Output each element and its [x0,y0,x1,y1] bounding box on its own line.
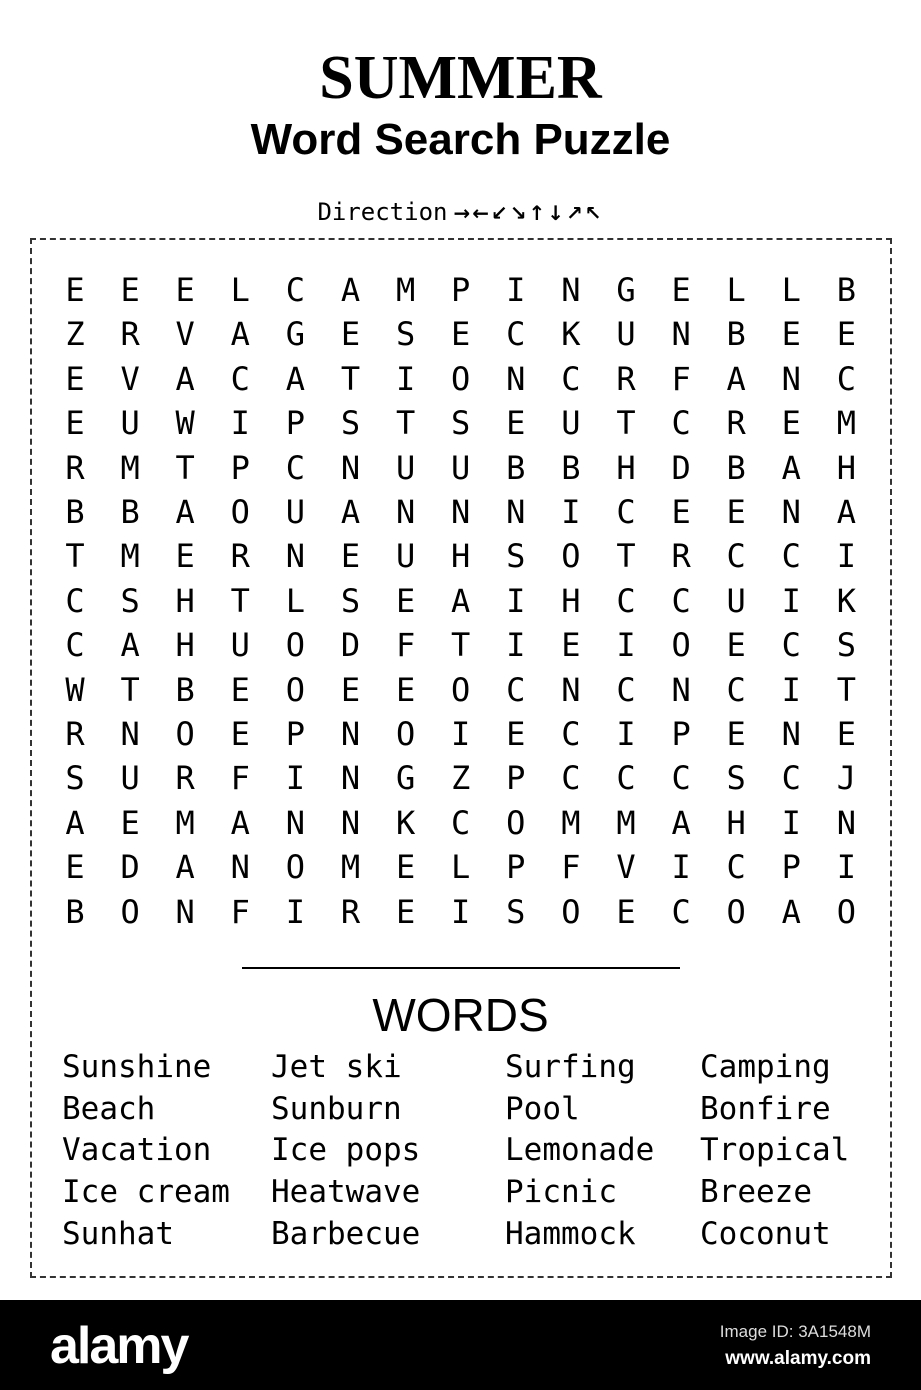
grid-letter: I [836,848,857,887]
grid-letter: B [65,892,85,931]
grid-letter: R [65,448,85,487]
grid-letter: E [561,626,581,665]
grid-letter: J [836,759,857,798]
grid-letter: S [506,892,526,931]
grid-letter: R [671,537,691,576]
grid-letter: P [285,715,306,753]
grid-letter: O [726,892,746,931]
grid-letter: I [451,892,471,931]
grid-letter: I [506,626,526,665]
grid-letter: C [506,315,526,354]
grid-letter: L [781,271,801,309]
grid-letter: E [726,626,746,665]
word-item: Beach [62,1090,156,1127]
grid-letter: E [671,493,691,531]
grid-letter: E [506,715,526,753]
grid-letter: C [781,759,801,798]
grid-letter: E [120,803,140,842]
grid-letter: L [726,271,746,309]
grid-letter: N [561,271,581,309]
grid-letter: P [285,404,306,443]
grid-letter: R [175,759,195,798]
word-item: Sunburn [271,1090,402,1127]
grid-letter: P [451,271,471,309]
grid-letter: T [836,670,857,709]
grid-letter: O [836,892,857,931]
grid-letter: D [120,848,140,887]
word-item: Tropical [700,1132,850,1169]
grid-letter: E [395,892,416,931]
grid-letter: I [451,715,471,753]
image-id: Image ID: 3A1548M [719,1322,871,1341]
grid-letter: A [230,803,250,842]
grid-letter: F [671,359,691,398]
grid-letter: C [671,404,691,443]
grid-letter: H [451,537,471,576]
grid-letter: C [781,537,801,576]
grid-letter: G [285,315,306,354]
grid-letter: C [65,626,85,665]
puzzle-title: SUMMER [319,44,602,112]
grid-letter: C [561,715,581,753]
grid-letter: I [561,493,581,531]
grid-letter: F [561,848,581,887]
grid-letter: B [836,271,857,309]
grid-letter: E [726,493,746,531]
grid-letter: N [781,715,801,753]
grid-letter: I [616,715,636,753]
grid-letter: C [836,359,857,398]
grid-letter: E [781,404,801,443]
grid-letter: E [726,715,746,753]
grid-letter: E [506,404,526,443]
grid-letter: E [120,271,140,309]
word-item: Hammock [505,1215,636,1252]
grid-letter: C [561,359,581,398]
grid-letter: E [616,892,636,931]
grid-letter: T [230,581,250,620]
grid-letter: E [395,670,416,709]
grid-letter: T [65,537,85,576]
grid-letter: A [65,803,85,842]
grid-letter: K [836,581,857,620]
word-item: Bonfire [700,1090,831,1127]
grid-letter: C [671,581,691,620]
word-item: Jet ski [271,1049,402,1085]
grid-letter: T [395,404,416,443]
grid-letter: O [451,359,471,398]
grid-letter: I [781,670,801,709]
grid-letter: R [120,315,140,354]
grid-letter: N [340,803,361,842]
grid-letter: N [175,892,195,931]
grid-letter: A [120,626,140,665]
grid-letter: U [395,448,416,487]
grid-letter: N [781,359,801,398]
grid-letter: L [285,581,306,620]
alamy-logo: alamy [50,1317,188,1375]
grid-letter: T [616,404,636,443]
grid-letter: C [671,759,691,798]
word-item: Breeze [700,1174,812,1211]
grid-letter: T [616,537,636,576]
grid-letter: O [285,626,306,665]
grid-letter: U [561,404,581,443]
grid-letter: L [230,271,250,309]
grid-letter: M [120,537,140,576]
grid-letter: O [230,493,250,531]
grid-letter: N [836,803,857,842]
grid-letter: S [395,315,416,354]
grid-letter: T [451,626,471,665]
grid-letter: Z [65,315,85,354]
grid-letter: R [616,359,636,398]
grid-letter: B [506,448,526,487]
grid-letter: I [836,537,857,576]
grid-letter: C [285,271,306,309]
grid-letter: G [616,271,636,309]
grid-letter: K [395,803,416,842]
grid-letter: I [506,271,526,309]
direction-label: Direction [317,198,448,226]
grid-letter: N [395,493,416,531]
word-item: Sunhat [62,1215,174,1252]
grid-letter: U [120,404,140,443]
grid-letter: E [230,670,250,709]
grid-letter: F [230,892,250,931]
grid-letter: S [120,581,140,620]
grid-letter: S [506,537,526,576]
grid-letter: A [175,359,195,398]
grid-letter: N [506,359,526,398]
grid-letter: I [230,404,250,443]
grid-letter: N [561,670,581,709]
grid-letter: U [395,537,416,576]
grid-letter: N [671,315,691,354]
grid-letter: N [230,848,250,887]
grid-letter: C [781,626,801,665]
word-item: Camping [700,1049,831,1085]
grid-letter: W [65,670,85,709]
grid-letter: R [726,404,746,443]
grid-letter: E [671,271,691,309]
grid-letter: A [230,315,250,354]
grid-letter: E [451,315,471,354]
grid-letter: G [395,759,416,798]
grid-letter: N [340,759,361,798]
grid-letter: E [65,404,85,443]
grid-letter: H [726,803,746,842]
grid-letter: A [671,803,691,842]
grid-letter: I [781,803,801,842]
grid-letter: E [175,271,195,309]
grid-letter: B [120,493,140,531]
grid-letter: B [726,448,746,487]
grid-letter: S [340,581,361,620]
grid-letter: N [671,670,691,709]
grid-letter: H [836,448,857,487]
grid-letter: A [175,493,195,531]
grid-letter: R [230,537,250,576]
grid-letter: T [175,448,195,487]
grid-letter: R [65,715,85,753]
grid-letter: A [781,448,801,487]
grid-letter: C [65,581,85,620]
grid-letter: O [285,670,306,709]
grid-letter: V [616,848,636,887]
grid-letter: A [285,359,306,398]
grid-letter: M [340,848,361,887]
grid-letter: U [230,626,250,665]
grid-letter: O [120,892,140,931]
word-item: Ice pops [271,1132,421,1169]
grid-letter: I [616,626,636,665]
word-item: Barbecue [271,1215,421,1252]
grid-letter: W [175,404,195,443]
grid-letter: E [340,670,361,709]
grid-letter: S [451,404,471,443]
grid-letter: A [175,848,195,887]
grid-letter: H [175,581,195,620]
grid-letter: B [561,448,581,487]
grid-letter: E [340,537,361,576]
grid-letter: C [726,537,746,576]
grid-letter: P [781,848,801,887]
puzzle-subtitle: Word Search Puzzle [250,115,671,164]
grid-letter: N [120,715,140,753]
grid-letter: T [120,670,140,709]
grid-letter: N [451,493,471,531]
word-item: Picnic [505,1174,617,1211]
direction-arrows-icon: →←↙↘↑↓↗↖ [453,201,604,225]
grid-letter: S [726,759,746,798]
word-item: Ice cream [62,1174,230,1211]
grid-letter: C [561,759,581,798]
grid-letter: E [65,271,85,309]
grid-letter: C [616,493,636,531]
grid-letter: E [175,537,195,576]
word-item: Vacation [62,1132,212,1169]
grid-letter: C [451,803,471,842]
grid-letter: U [726,581,746,620]
grid-letter: P [671,715,691,753]
word-item: Coconut [700,1215,831,1252]
grid-letter: C [671,892,691,931]
grid-letter: Z [451,759,471,798]
grid-letter: M [395,271,416,309]
grid-letter: L [451,848,471,887]
grid-letter: A [340,271,361,309]
word-item: Lemonade [505,1132,655,1169]
grid-letter: A [781,892,801,931]
grid-letter: M [561,803,581,842]
grid-letter: C [726,670,746,709]
grid-letter: U [616,315,636,354]
direction-legend [0,196,921,229]
grid-letter: E [65,359,85,398]
grid-letter: E [836,715,857,753]
grid-letter: C [285,448,306,487]
grid-letter: O [285,848,306,887]
grid-letter: P [506,759,526,798]
grid-letter: V [120,359,140,398]
grid-letter: M [120,448,140,487]
words-heading: WORDS [372,989,549,1041]
grid-letter: C [230,359,250,398]
grid-letter: C [506,670,526,709]
grid-letter: M [836,404,857,443]
grid-letter: K [561,315,581,354]
grid-letter: N [340,715,361,753]
grid-letter: D [340,626,361,665]
grid-letter: S [340,404,361,443]
grid-letter: O [175,715,195,753]
divider [242,967,680,969]
grid-letter: U [451,448,471,487]
grid-letter: H [175,626,195,665]
grid-letter: S [836,626,857,665]
grid-letter: E [781,315,801,354]
grid-letter: S [65,759,85,798]
grid-letter: O [561,537,581,576]
grid-letter: M [175,803,195,842]
grid-letter: D [671,448,691,487]
grid-letter: C [616,581,636,620]
grid-letter: H [616,448,636,487]
grid-letter: T [340,359,361,398]
grid-letter: I [781,581,801,620]
grid-letter: M [616,803,636,842]
grid-letter: I [506,581,526,620]
grid-letter: O [395,715,416,753]
grid-letter: E [230,715,250,753]
grid-letter: A [340,493,361,531]
word-item: Sunshine [62,1049,212,1085]
grid-letter: U [120,759,140,798]
grid-letter: P [506,848,526,887]
grid-letter: E [65,848,85,887]
grid-letter: I [285,759,306,798]
grid-letter: R [340,892,361,931]
grid-letter: N [285,537,306,576]
grid-letter: U [285,493,306,531]
grid-letter: N [285,803,306,842]
grid-letter: A [451,581,471,620]
grid-letter: E [340,315,361,354]
grid-letter: N [781,493,801,531]
word-item: Heatwave [271,1174,421,1211]
word-item: Surfing [505,1049,636,1085]
grid-letter: H [561,581,581,620]
grid-letter: A [726,359,746,398]
grid-letter: O [451,670,471,709]
grid-letter: N [506,493,526,531]
grid-letter: N [340,448,361,487]
grid-letter: C [616,759,636,798]
grid-letter: I [395,359,416,398]
grid-letter: O [561,892,581,931]
grid-letter: C [616,670,636,709]
grid-letter: I [671,848,691,887]
grid-letter: P [230,448,250,487]
word-item: Pool [505,1090,580,1127]
grid-letter: B [65,493,85,531]
grid-letter: C [726,848,746,887]
grid-letter: O [671,626,691,665]
grid-letter: O [506,803,526,842]
grid-letter: A [836,493,857,531]
grid-letter: F [230,759,250,798]
grid-letter: V [175,315,195,354]
grid-letter: F [395,626,416,665]
grid-letter: E [836,315,857,354]
grid-letter: B [175,670,195,709]
grid-letter: B [726,315,746,354]
grid-letter: E [395,848,416,887]
site-url: www.alamy.com [725,1348,871,1369]
grid-letter: E [395,581,416,620]
footer-bar [0,1300,921,1390]
grid-letter: I [285,892,306,931]
